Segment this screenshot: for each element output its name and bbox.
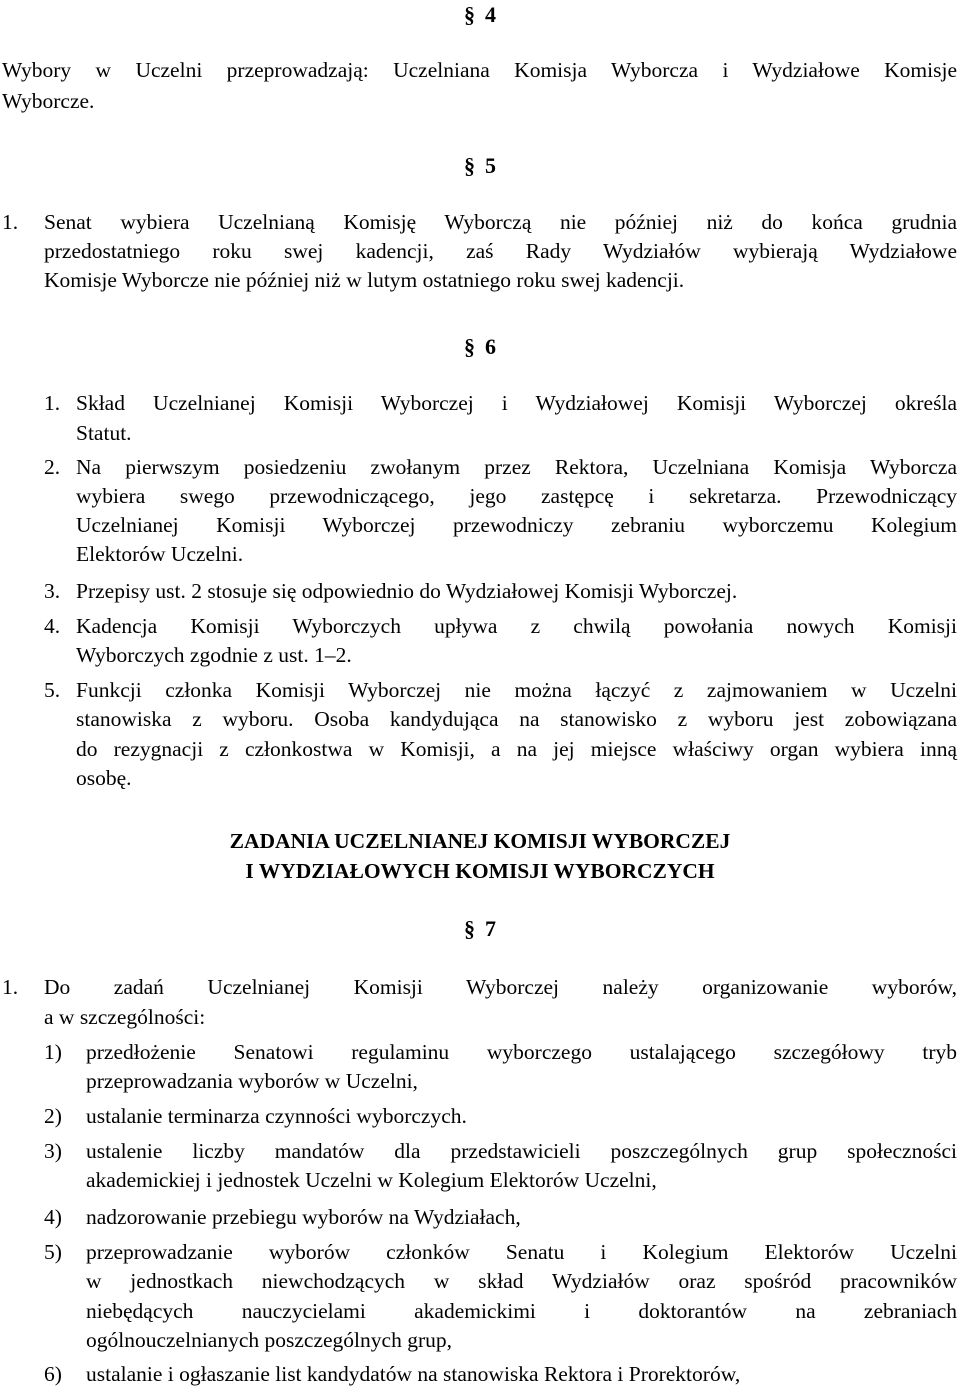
text-line: Statut. <box>76 421 132 445</box>
list-item-text: przeprowadzania wyborów w Uczelni, <box>86 1069 418 1093</box>
paragraph-number: 4 <box>485 2 496 27</box>
list-item-number: 4) <box>44 1205 62 1229</box>
item-number: 5. <box>44 678 61 702</box>
paragraph-heading-4 <box>0 4 960 26</box>
list-item-number: 6) <box>44 1362 62 1386</box>
item-number: 3. <box>44 579 61 603</box>
text-line: Na pierwszym posiedzeniu zwołanym przez Rektora, Uczelniana Komisja Wyborcza <box>76 455 957 479</box>
item-number: 2. <box>44 455 61 479</box>
text-line: Funkcji członka Komisji Wyborczej nie można łączyć z zajmowaniem w Uczelni <box>76 678 957 702</box>
text-line: Komisje Wyborcze nie później niż w lutym ostatniego roku swej kadencji. <box>44 268 685 292</box>
list-item-text: ustalenie liczby mandatów dla przedstawicieli poszczególnych grup społeczności <box>86 1139 957 1163</box>
text-line: Wybory w Uczelni przeprowadzają: Uczelniana Komisja Wyborcza i Wydziałowe Komisje <box>2 58 957 82</box>
paragraph-number: 5 <box>485 153 496 178</box>
list-item-text: przeprowadzanie wyborów członków Senatu i Kolegium Elektorów Uczelni <box>86 1240 957 1264</box>
list-item-text: niebędących nauczycielami akademickimi i doktorantów na zebraniach <box>86 1299 957 1323</box>
paragraph-heading-7 <box>0 918 960 940</box>
text-line: Wyborczych zgodnie z ust. 1–2. <box>76 643 352 667</box>
text-line: Senat wybiera Uczelnianą Komisję Wyborczą nie później niż do końca grudnia <box>44 210 957 234</box>
item-number: 1. <box>2 210 19 234</box>
list-item-text: ogólnouczelnianych poszczególnych grup, <box>86 1328 452 1352</box>
item-number: 4. <box>44 614 61 638</box>
text-line: Wyborcze. <box>2 89 95 113</box>
section-sign: § <box>464 916 475 941</box>
text-line: Uczelnianej Komisji Wyborczej przewodniczy zebraniu wyborczemu Kolegium <box>76 513 957 537</box>
text-line: Elektorów Uczelni. <box>76 542 244 566</box>
section-title-line-1: ZADANIA UCZELNIANEJ KOMISJI WYBORCZEJ <box>229 829 731 853</box>
paragraph-number: 7 <box>485 916 496 941</box>
text-line: Do zadań Uczelnianej Komisji Wyborczej należy organizowanie wyborów, <box>44 975 957 999</box>
list-item-number: 3) <box>44 1139 62 1163</box>
text-line: wybiera swego przewodniczącego, jego zastępcę i sekretarza. Przewodniczący <box>76 484 957 508</box>
section-sign: § <box>464 153 475 178</box>
list-item-number: 2) <box>44 1104 62 1128</box>
text-line: a w szczególności: <box>44 1005 206 1029</box>
text-line: do rezygnacji z członkostwa w Komisji, a na jej miejsce właściwy organ wybiera inną <box>76 737 957 761</box>
list-item-text: nadzorowanie przebiegu wyborów na Wydziałach, <box>86 1205 521 1229</box>
section-sign: § <box>464 334 475 359</box>
text-line: stanowiska z wyboru. Osoba kandydująca na stanowisko z wyboru jest zobowiązana <box>76 707 957 731</box>
list-item-text: ustalanie i ogłaszanie list kandydatów na stanowiska Rektora i Prorektorów, <box>86 1362 741 1386</box>
item-number: 1. <box>2 975 19 999</box>
list-item-text: akademickiej i jednostek Uczelni w Kolegium Elektorów Uczelni, <box>86 1168 657 1192</box>
list-item-number: 5) <box>44 1240 62 1264</box>
paragraph-heading-6 <box>0 336 960 358</box>
section-title-line-2: I WYDZIAŁOWYCH KOMISJI WYBORCZYCH <box>245 859 715 883</box>
list-item-text: w jednostkach niewchodzących w skład Wydziałów oraz spośród pracowników <box>86 1269 957 1293</box>
paragraph-number: 6 <box>485 334 496 359</box>
text-line: Kadencja Komisji Wyborczych upływa z chwilą powołania nowych Komisji <box>76 614 957 638</box>
section-sign: § <box>464 2 475 27</box>
list-item-number: 1) <box>44 1040 62 1064</box>
paragraph-heading-5 <box>0 155 960 177</box>
text-line: przedostatniego roku swej kadencji, zaś Rady Wydziałów wybierają Wydziałowe <box>44 239 957 263</box>
list-item-text: przedłożenie Senatowi regulaminu wyborczego ustalającego szczegółowy tryb <box>86 1040 957 1064</box>
text-line: Przepisy ust. 2 stosuje się odpowiednio do Wydziałowej Komisji Wyborczej. <box>76 579 738 603</box>
item-number: 1. <box>44 391 61 415</box>
list-item-text: ustalanie terminarza czynności wyborczych. <box>86 1104 467 1128</box>
text-line: Skład Uczelnianej Komisji Wyborczej i Wydziałowej Komisji Wyborczej określa <box>76 391 957 415</box>
text-line: osobę. <box>76 766 132 790</box>
